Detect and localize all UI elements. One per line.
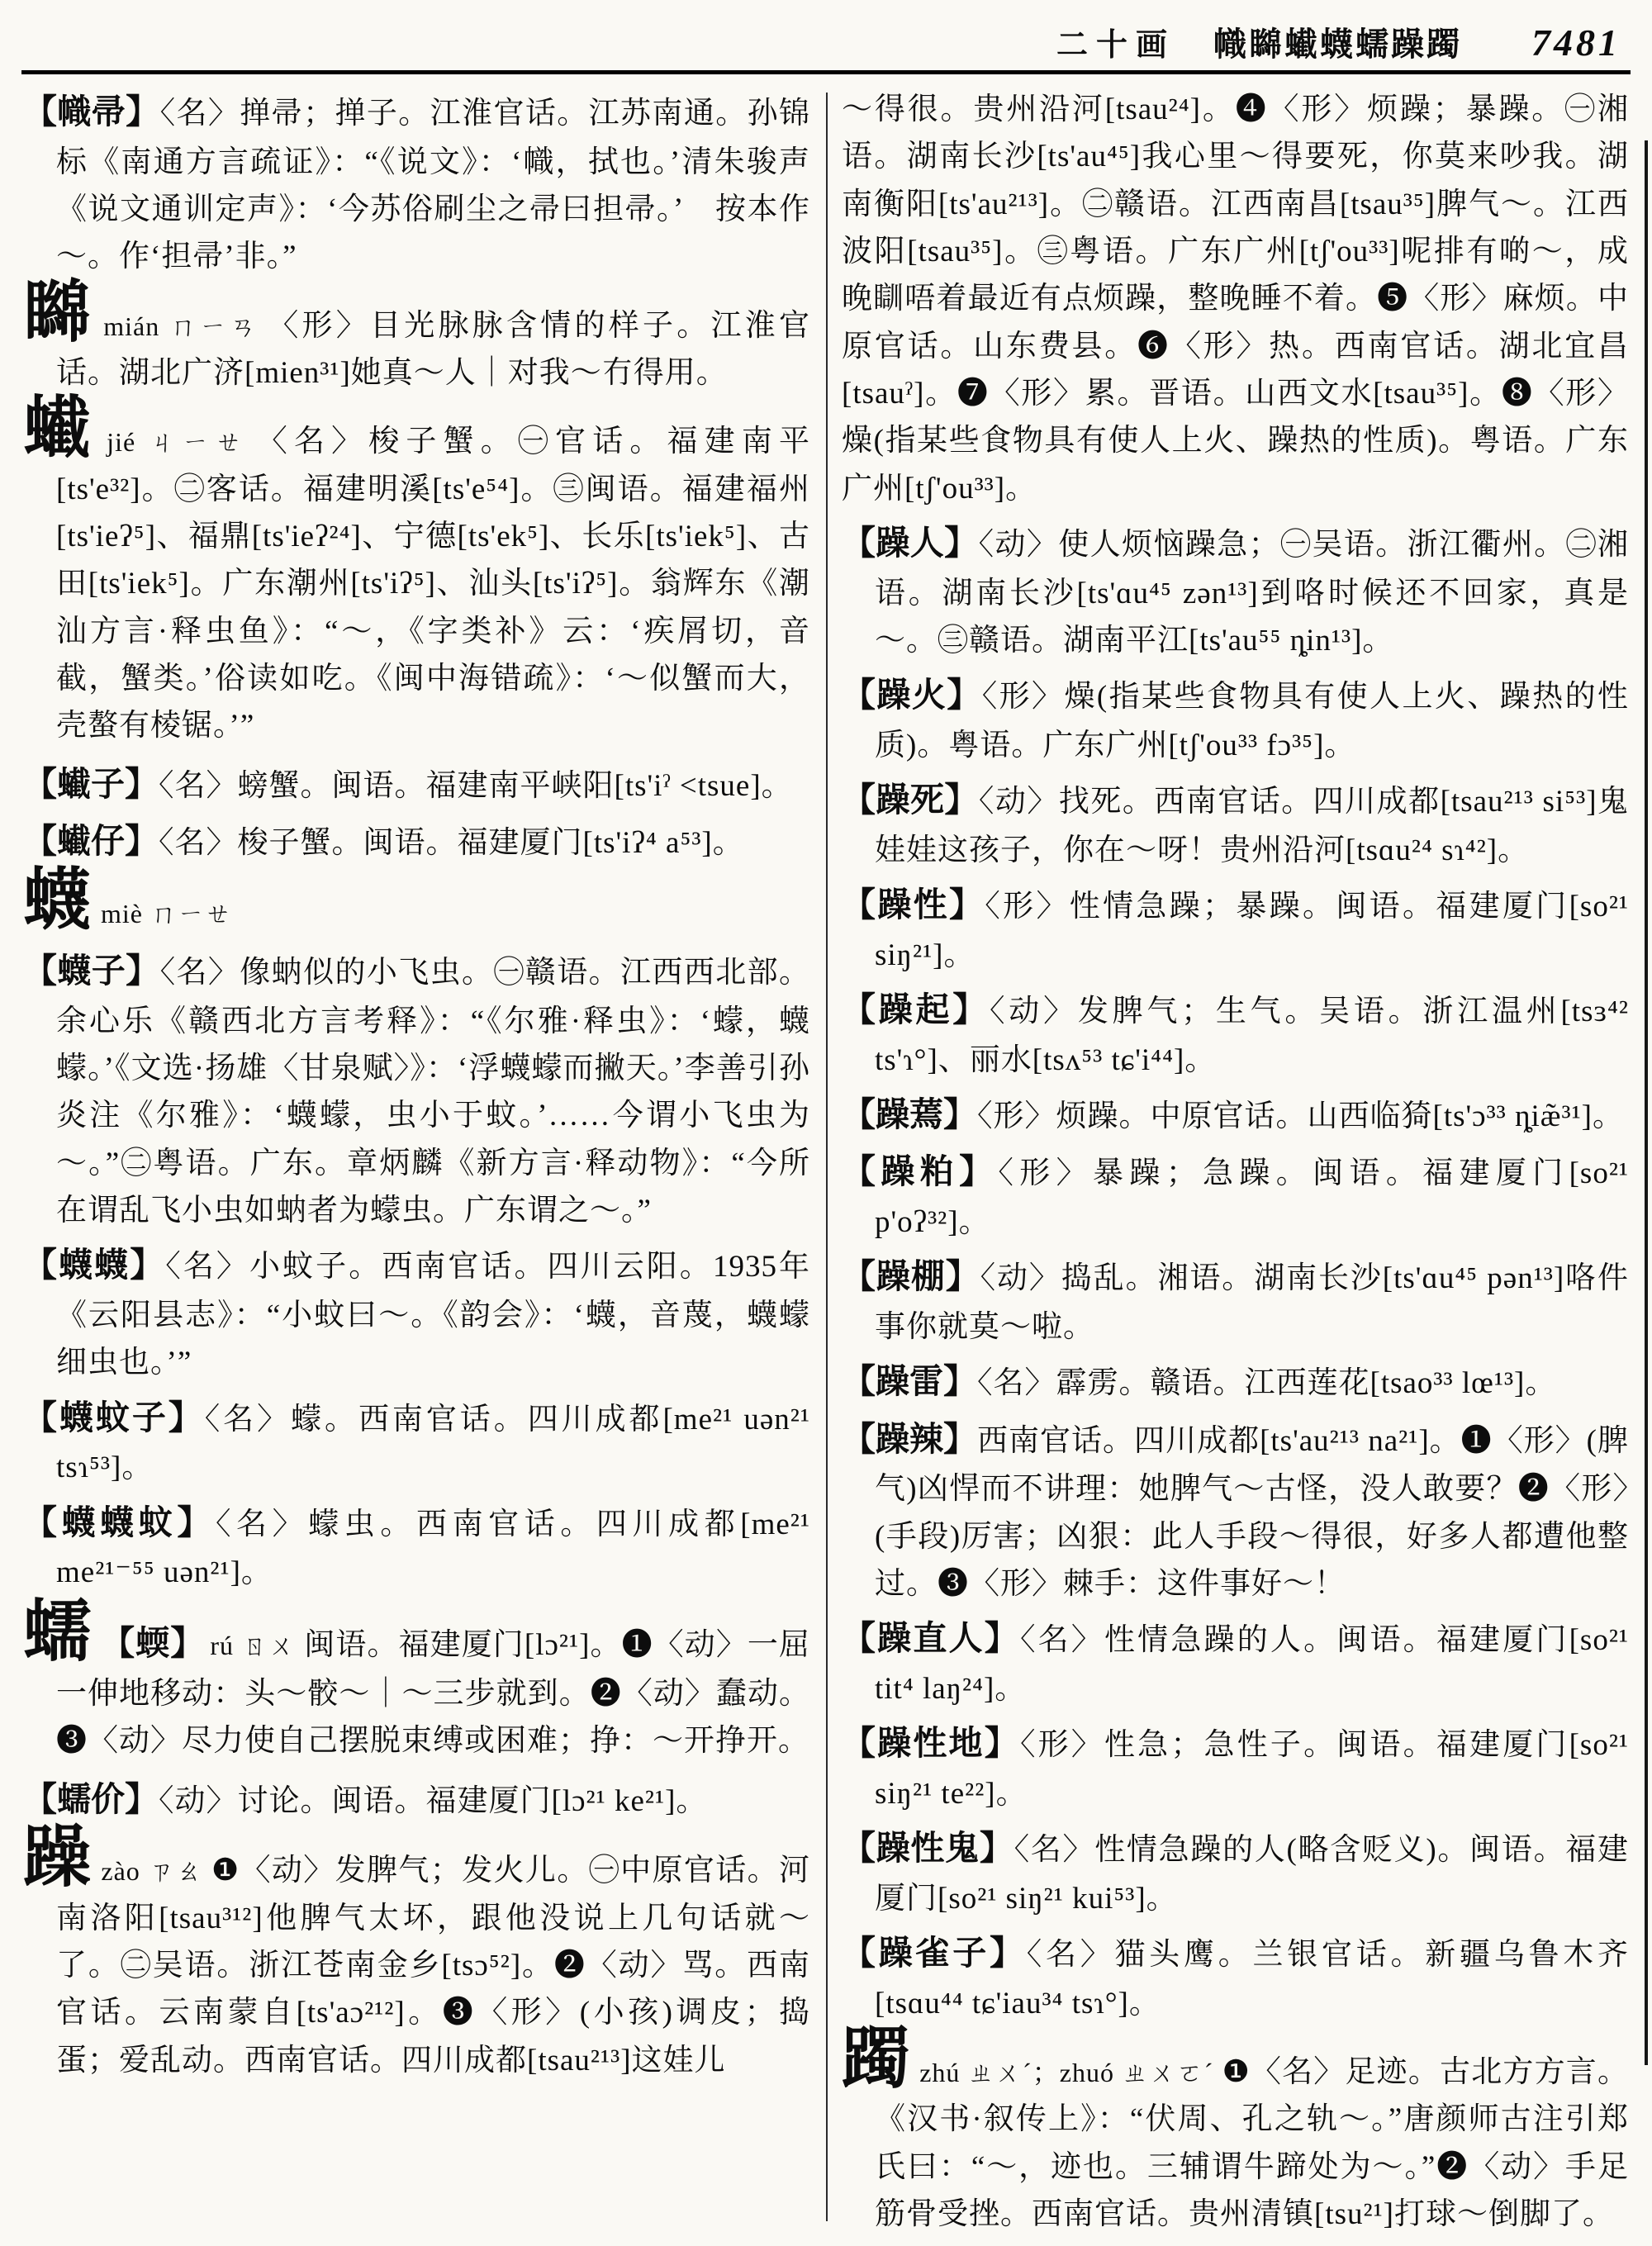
dict-entry bbox=[842, 984, 1629, 1084]
entry-body: 〈名〉梭子蟹。㊀官话。福建南平[ts'e³²]。㊁客话。福建明溪[ts'e⁵⁴]。㊂闽语。福建福州[ts'ieʔ⁵]、福鼎[ts'ieʔ²⁴]、宁德[ts'ek⁵]、长乐[ts'iek⁵]、古田[ts'iek⁵]。广东潮州[ts'iʔ⁵]、汕头[ts'iʔ⁵]。翁辉东《潮汕方言·释虫鱼》：“～，《字类补》云：‘疾屑切，音截，蟹类。’俗读如吃。《闽中海错疏》：‘～似蟹而大，壳螯有棱锯。’” bbox=[56, 425, 810, 743]
dict-entry bbox=[23, 1497, 810, 1597]
dict-entry bbox=[23, 86, 810, 281]
dict-entry bbox=[842, 2020, 1629, 2238]
entry-body: 〈形〉暴躁；急躁。闽语。福建厦门[so²¹ p'oʔ³²]。 bbox=[875, 1156, 1630, 1239]
entry-body: 〈名〉猫头鹰。兰银官话。新疆乌鲁木齐[tsɑu⁴⁴ tɕ'iau³⁴ tsɿ°]。 bbox=[875, 1938, 1629, 2020]
section-headchars: 幟矊蠘蠛蠕躁躅 bbox=[1213, 26, 1462, 63]
entry-headword: 【幟帚】 bbox=[23, 93, 160, 131]
dict-entry bbox=[23, 1820, 810, 2084]
entry-headword: 【蠕价】 bbox=[23, 1779, 159, 1818]
page-number: 7481 bbox=[1531, 21, 1621, 64]
entry-body: 〈形〉性急；急性子。闽语。福建厦门[so²¹ siŋ²¹ te²²]。 bbox=[875, 1728, 1630, 1811]
dict-entry bbox=[23, 862, 810, 938]
dict-entry bbox=[842, 1413, 1629, 1608]
page-edge-line bbox=[1645, 140, 1648, 2065]
entry-headword: 【蠛蠛】 bbox=[23, 1246, 166, 1284]
entry-body: 〈名〉蠓。西南官话。四川成都[me²¹ uən²¹ tsɿ⁵³]。 bbox=[56, 1402, 810, 1485]
left-column bbox=[23, 86, 810, 2246]
entry-headword: 【躁雷】 bbox=[842, 1362, 977, 1401]
dict-entry bbox=[23, 274, 810, 397]
entry-body: 〈动〉发脾气；生气。吴语。浙江温州[tsɜ⁴² ts'ɿ°]、丽水[tsʌ⁵³ tɕ'i⁴⁴]。 bbox=[875, 995, 1630, 1077]
dict-entry bbox=[23, 815, 810, 868]
entry-headword: 【躁性】 bbox=[842, 886, 985, 924]
entry-body: ❶〈名〉足迹。古北方方言。《汉书·叙传上》：“伏周、孔之轨～。”唐颜师古注引郑氏曰：“～，迹也。三辅谓牛蹄处为～。”❷〈动〉手足筋骨受挫。西南官话。贵州清镇[tsu²¹]打球～倒脚了。 bbox=[875, 2054, 1629, 2231]
entry-headword: 【躁性地】 bbox=[842, 1724, 1020, 1763]
headword-character: 蠘 bbox=[23, 391, 97, 467]
entry-body: 〈动〉找死。西南官话。四川成都[tsau²¹³ si⁵³]鬼娃娃这孩子，你在～呀！贵州沿河[tsɑu²⁴ sɿ⁴²]。 bbox=[875, 785, 1629, 867]
text-columns bbox=[20, 86, 1632, 2246]
entry-body: ～得很。贵州沿河[tsau²⁴]。❹〈形〉烦躁；暴躁。㊀湘语。湖南长沙[ts'au⁴⁵]我心里～得要死，你莫来吵我。湖南衡阳[ts'au²¹³]。㊁赣语。江西南昌[tsau³⁵]脾气～。江西波阳[tsau³⁵]。㊂粤语。广东广州[tʃ'ou³³]呢排有啲～，成晚瞓唔着最近有点烦躁，整晚睡不着。❺〈形〉麻烦。中原官话。山东费县。❻〈形〉热。西南官话。湖北宜昌[tsauˀ]。❼〈形〉累。晋语。山西文水[tsau³⁵]。❽〈形〉燥(指某些食物具有使人上火、躁热的性质)。粤语。广东广州[tʃ'ou³³]。 bbox=[842, 93, 1629, 506]
dict-entry bbox=[842, 1089, 1629, 1142]
entry-body: 〈形〉燥(指某些食物具有使人上火、躁热的性质)。粤语。广东广州[tʃ'ou³³ fɔ³⁵]。 bbox=[875, 680, 1629, 762]
dict-entry bbox=[842, 879, 1629, 979]
dict-entry bbox=[842, 1717, 1629, 1817]
entry-headword: 【躁粕】 bbox=[842, 1152, 999, 1191]
headword-character: 蠛 bbox=[23, 862, 92, 938]
entry-headword: 【蠛蠛蚊】 bbox=[23, 1503, 216, 1541]
header-rule bbox=[21, 70, 1631, 74]
pronunciation: rú ㄖㄨ bbox=[210, 1631, 297, 1661]
dict-entry bbox=[23, 391, 810, 749]
entry-headword: 【躁棚】 bbox=[842, 1257, 980, 1296]
entry-body: 〈形〉目光脉脉含情的样子。江淮官话。湖北广济[mien³¹]她真～人｜对我～冇得用。 bbox=[56, 308, 810, 390]
pronunciation: mián ㄇㄧㄢ bbox=[103, 311, 260, 341]
entry-body: 〈名〉掸帚；掸子。江淮官话。江苏南通。孙锦标《南通方言疏证》：“《说文》：‘幟，拭也。’清朱骏声《说文通训定声》：‘今苏俗刷尘之帚曰担帚。’ 按本作～。作‘担帚’非。” bbox=[56, 97, 811, 274]
dict-entry bbox=[23, 1239, 810, 1386]
pronunciation: zào ㄗㄠ bbox=[101, 1856, 203, 1887]
stroke-section-label: 二十画 bbox=[1056, 28, 1175, 63]
dict-entry bbox=[23, 758, 810, 811]
entry-headword: 【蠘子】 bbox=[23, 764, 159, 803]
entry-body: 〈名〉像蚋似的小飞虫。㊀赣语。江西西北部。余心乐《赣西北方言考释》：“《尔雅·释虫》：‘蠓，蠛蠓。’《文选·扬雄〈甘泉赋〉》：‘浮蠛蠓而撇天。’李善引孙炎注《尔雅》：‘蠛蠓，虫小于蚊。’……今谓小飞虫为～。”㊁粤语。广东。章炳麟《新方言·释动物》：“今所在谓乱飞小虫如蚋者为蠓虫。广东谓之～。” bbox=[56, 956, 811, 1228]
entry-body: 〈名〉螃蟹。闽语。福建南平峡阳[ts'iˀ ˂tsue]。 bbox=[159, 768, 793, 803]
dict-entry-continuation bbox=[842, 86, 1629, 512]
entry-body: 〈名〉性情急躁的人(略含贬义)。闽语。福建厦门[so²¹ siŋ²¹ kui⁵³]。 bbox=[875, 1833, 1629, 1916]
dict-entry bbox=[23, 1594, 810, 1764]
entry-headword: 【躁直人】 bbox=[842, 1619, 1020, 1658]
dict-entry bbox=[842, 774, 1629, 874]
entry-body: 闽语。福建厦门[lɔ²¹]。❶〈动〉一屈一伸地移动：头～骹～｜～三步就到。❷〈动〉蠢动。❸〈动〉尽力使自己摆脱束缚或困难；挣：～开挣开。 bbox=[56, 1628, 810, 1759]
entry-body: 〈名〉小蚊子。西南官话。四川云阳。1935年《云阳县志》：“小蚊曰～。《韵会》：‘蠛，音蔑，蠛蠓细虫也。’” bbox=[56, 1250, 811, 1380]
entry-body: 〈形〉性情急躁；暴躁。闽语。福建厦门[so²¹ siŋ²¹]。 bbox=[875, 890, 1630, 972]
entry-body: 〈名〉霹雳。赣语。江西莲花[tsao³³ lœ¹³]。 bbox=[977, 1366, 1557, 1401]
dict-entry bbox=[842, 1356, 1629, 1408]
dict-entry bbox=[23, 945, 810, 1234]
entry-headword: 【蠛蚊子】 bbox=[23, 1398, 205, 1436]
right-column bbox=[842, 86, 1629, 2246]
headword-character: 矊 bbox=[23, 274, 94, 350]
entry-headword: 【躁死】 bbox=[842, 781, 979, 819]
headword-character: 躅 bbox=[842, 2020, 910, 2096]
entry-headword: 【躁火】 bbox=[842, 676, 982, 715]
pronunciation: jié ㄐㄧㄝ bbox=[107, 427, 249, 458]
entry-headword: 【蠛子】 bbox=[23, 952, 160, 990]
entry-body: 〈动〉讨论。闽语。福建厦门[lɔ²¹ ke²¹]。 bbox=[159, 1783, 708, 1818]
entry-body: 〈名〉性情急躁的人。闽语。福建厦门[so²¹ tit⁴ laŋ²⁴]。 bbox=[875, 1623, 1630, 1706]
entry-headword: 【躁雀子】 bbox=[842, 1934, 1027, 1973]
dict-entry bbox=[23, 1392, 810, 1492]
dict-entry bbox=[23, 1774, 810, 1826]
dict-entry bbox=[842, 1822, 1629, 1922]
dict-entry bbox=[842, 1146, 1629, 1246]
dict-entry bbox=[842, 1612, 1629, 1712]
dict-entry bbox=[842, 517, 1629, 664]
dict-entry bbox=[842, 1251, 1629, 1351]
pronunciation: zhú ㄓㄨˊ；zhuó ㄓㄨㄛˊ bbox=[919, 2057, 1214, 2087]
entry-body: ❶〈动〉发脾气；发火儿。㊀中原官话。河南洛阳[tsau³¹²]他脾气太坏，跟他没说上几句话就～了。㊁吴语。浙江苍南金乡[tsɔ⁵²]。❷〈动〉骂。西南官话。云南蒙自[ts'aɔ²¹²]。❸〈形〉(小孩)调皮；捣蛋；爱乱动。西南官话。四川成都[tsau²¹³]这娃儿 bbox=[56, 1854, 810, 2077]
dict-entry bbox=[842, 669, 1629, 769]
dict-entry bbox=[842, 1927, 1629, 2027]
entry-body: 西南官话。四川成都[ts'au²¹³ na²¹]。❶〈形〉(脾气)凶悍而不讲理：她脾气～古怪，没人敢要？❷〈形〉(手段)厉害；凶狠：此人手段～得很，好多人都遭他整过。❸〈形〉棘手：这件事好～！ bbox=[875, 1423, 1629, 1601]
entry-body: 〈动〉使人烦恼躁急；㊀吴语。浙江衢州。㊁湘语。湖南长沙[ts'ɑu⁴⁵ zən¹³]到咯时候还不回家，真是～。㊂赣语。湖南平江[ts'au⁵⁵ ȵin¹³]。 bbox=[875, 528, 1630, 658]
entry-body: 〈动〉捣乱。湘语。湖南长沙[ts'ɑu⁴⁵ pən¹³]咯件事你就莫～啦。 bbox=[875, 1261, 1630, 1344]
entry-headword: 【躁辣】 bbox=[842, 1419, 978, 1458]
entry-headword: 【躁蔫】 bbox=[842, 1095, 977, 1133]
entry-headword: 【蠘仔】 bbox=[23, 822, 159, 861]
variant-character: 【蝡】 bbox=[101, 1624, 206, 1663]
entry-headword: 【躁人】 bbox=[842, 524, 979, 563]
pronunciation: miè ㄇㄧㄝ bbox=[101, 898, 233, 928]
column-divider bbox=[826, 93, 828, 2221]
entry-headword: 【躁起】 bbox=[842, 990, 990, 1028]
headword-character: 蠕 bbox=[23, 1594, 92, 1670]
entry-body: 〈形〉烦躁。中原官话。山西临猗[ts'ɔ³³ ȵiæ̃³¹]。 bbox=[977, 1099, 1624, 1133]
running-head bbox=[20, 12, 1632, 70]
entry-body: 〈名〉梭子蟹。闽语。福建厦门[ts'iʔ⁴ a⁵³]。 bbox=[159, 826, 744, 861]
entry-headword: 【躁性鬼】 bbox=[842, 1829, 1014, 1868]
entry-body: 〈名〉蠓虫。西南官话。四川成都[me²¹ me²¹⁻⁵⁵ uən²¹]。 bbox=[56, 1507, 810, 1590]
headword-character: 躁 bbox=[23, 1820, 92, 1896]
